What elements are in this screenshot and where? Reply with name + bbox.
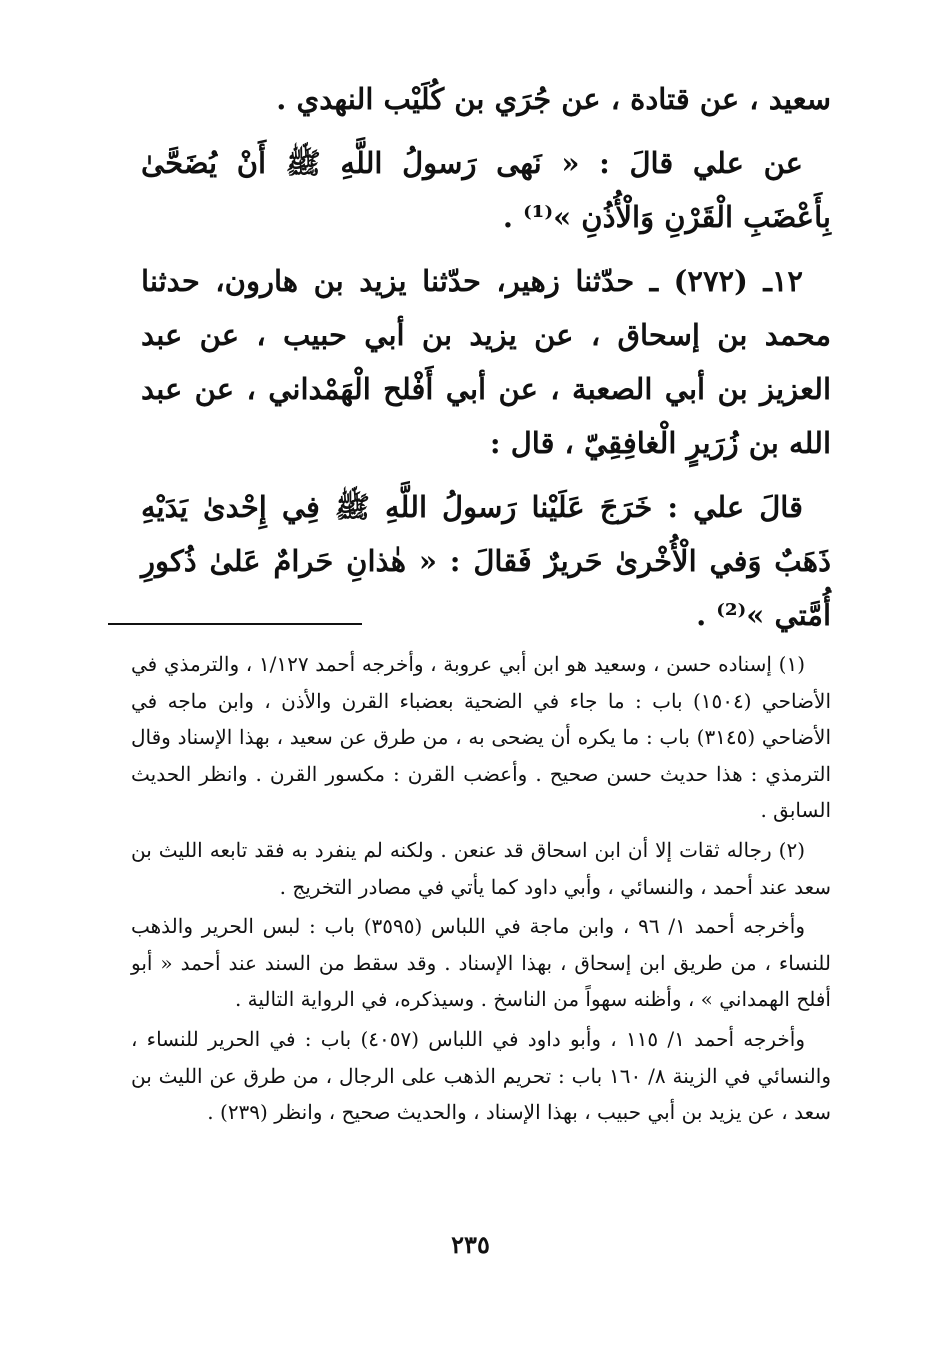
footnote-2-continued-2: وأخرجه أحمد ١/ ١١٥ ، وأبو داود في اللباس (٤٠٥٧) باب : في الحرير للنساء ، والنسائي في الزينة ٨/ ١٦٠ باب : تحريم الذهب على الرجال ، من طرق عن الليث بن سعد ، عن يزيد بن أبي حبيب ، بهذا الإسناد ، والحديث صحيح ، وانظر (٢٣٩) . — [131, 1026, 831, 1125]
footnote-separator — [108, 623, 362, 625]
isnad-paragraph: ١٢ـ (٢٧٢) ـ حدّثنا زهير، حدّثنا يزيد بن هارون، حدثنا محمد بن إسحاق ، عن يزيد بن أبي حبيب ، عن عبد العزيز بن أبي الصعبة ، عن أبي أَفْلح الْهَمْداني ، عن عبد الله بن زُرَيرٍ الْغافِقِيّ ، قال : — [141, 264, 831, 460]
hadith-text-1: عن علي قالَ : « نَهى رَسولُ اللَّهِ ﷺ أَنْ يُضَحَّىٰ بِأَعْضَبِ الْقَرْنِ وَالْأُذُنِ »⁽¹⁾ . — [141, 146, 831, 234]
footnote-2: (٢) رجاله ثقات إلا أن ابن اسحاق قد عنعن . ولكنه لم ينفرد به فقد تابعه الليث بن سعد عند أحمد ، والنسائي ، وأبي داود كما يأتي في مصادر التخريج . — [131, 837, 831, 899]
page-number: ٢٣٥ — [451, 1230, 490, 1259]
footnote-2-continued: وأخرجه أحمد ١/ ٩٦ ، وابن ماجة في اللباس (٣٥٩٥) باب : لبس الحرير والذهب للنساء ، من طريق ابن إسحاق ، بهذا الإسناد . وقد سقط من السند عند أحمد « أبو أفلح الهمداني » ، وأظنه سهواً من الناسخ . وسيذكره، في الرواية التالية . — [131, 914, 831, 1012]
continuation-line: سعيد ، عن قتادة ، عن جُرَي بن كُلَيْب النهدي . — [276, 82, 831, 116]
hadith-text-2: قالَ علي : خَرَجَ عَلَيْنا رَسولُ اللَّهِ ﷺ فِي إِحْدىٰ يَدَيْهِ ذَهَبٌ وَفي الْأُخْرىٰ حَريرٌ فَقالَ : « هٰذانِ حَرامٌ عَلىٰ ذُكورِ أُمَّتي »⁽²⁾ . — [141, 490, 831, 632]
main-text — [141, 72, 831, 642]
footnotes — [131, 646, 831, 1131]
footnote-1: (١) إسناده حسن ، وسعيد هو ابن أبي عروبة ، وأخرجه أحمد ١/١٢٧ ، والترمذي في الأضاحي (١٥٠٤) باب : ما جاء في الضحية بعضباء القرن والأذن ، وابن ماجه في الأضاحي (٣١٤٥) باب : ما يكره أن يضحى به ، من طرق عن سعيد ، بهذا الإسناد وقال الترمذي : هذا حديث حسن صحيح . وأعضب القرن : مكسور القرن . وانظر الحديث السابق . — [131, 652, 832, 823]
